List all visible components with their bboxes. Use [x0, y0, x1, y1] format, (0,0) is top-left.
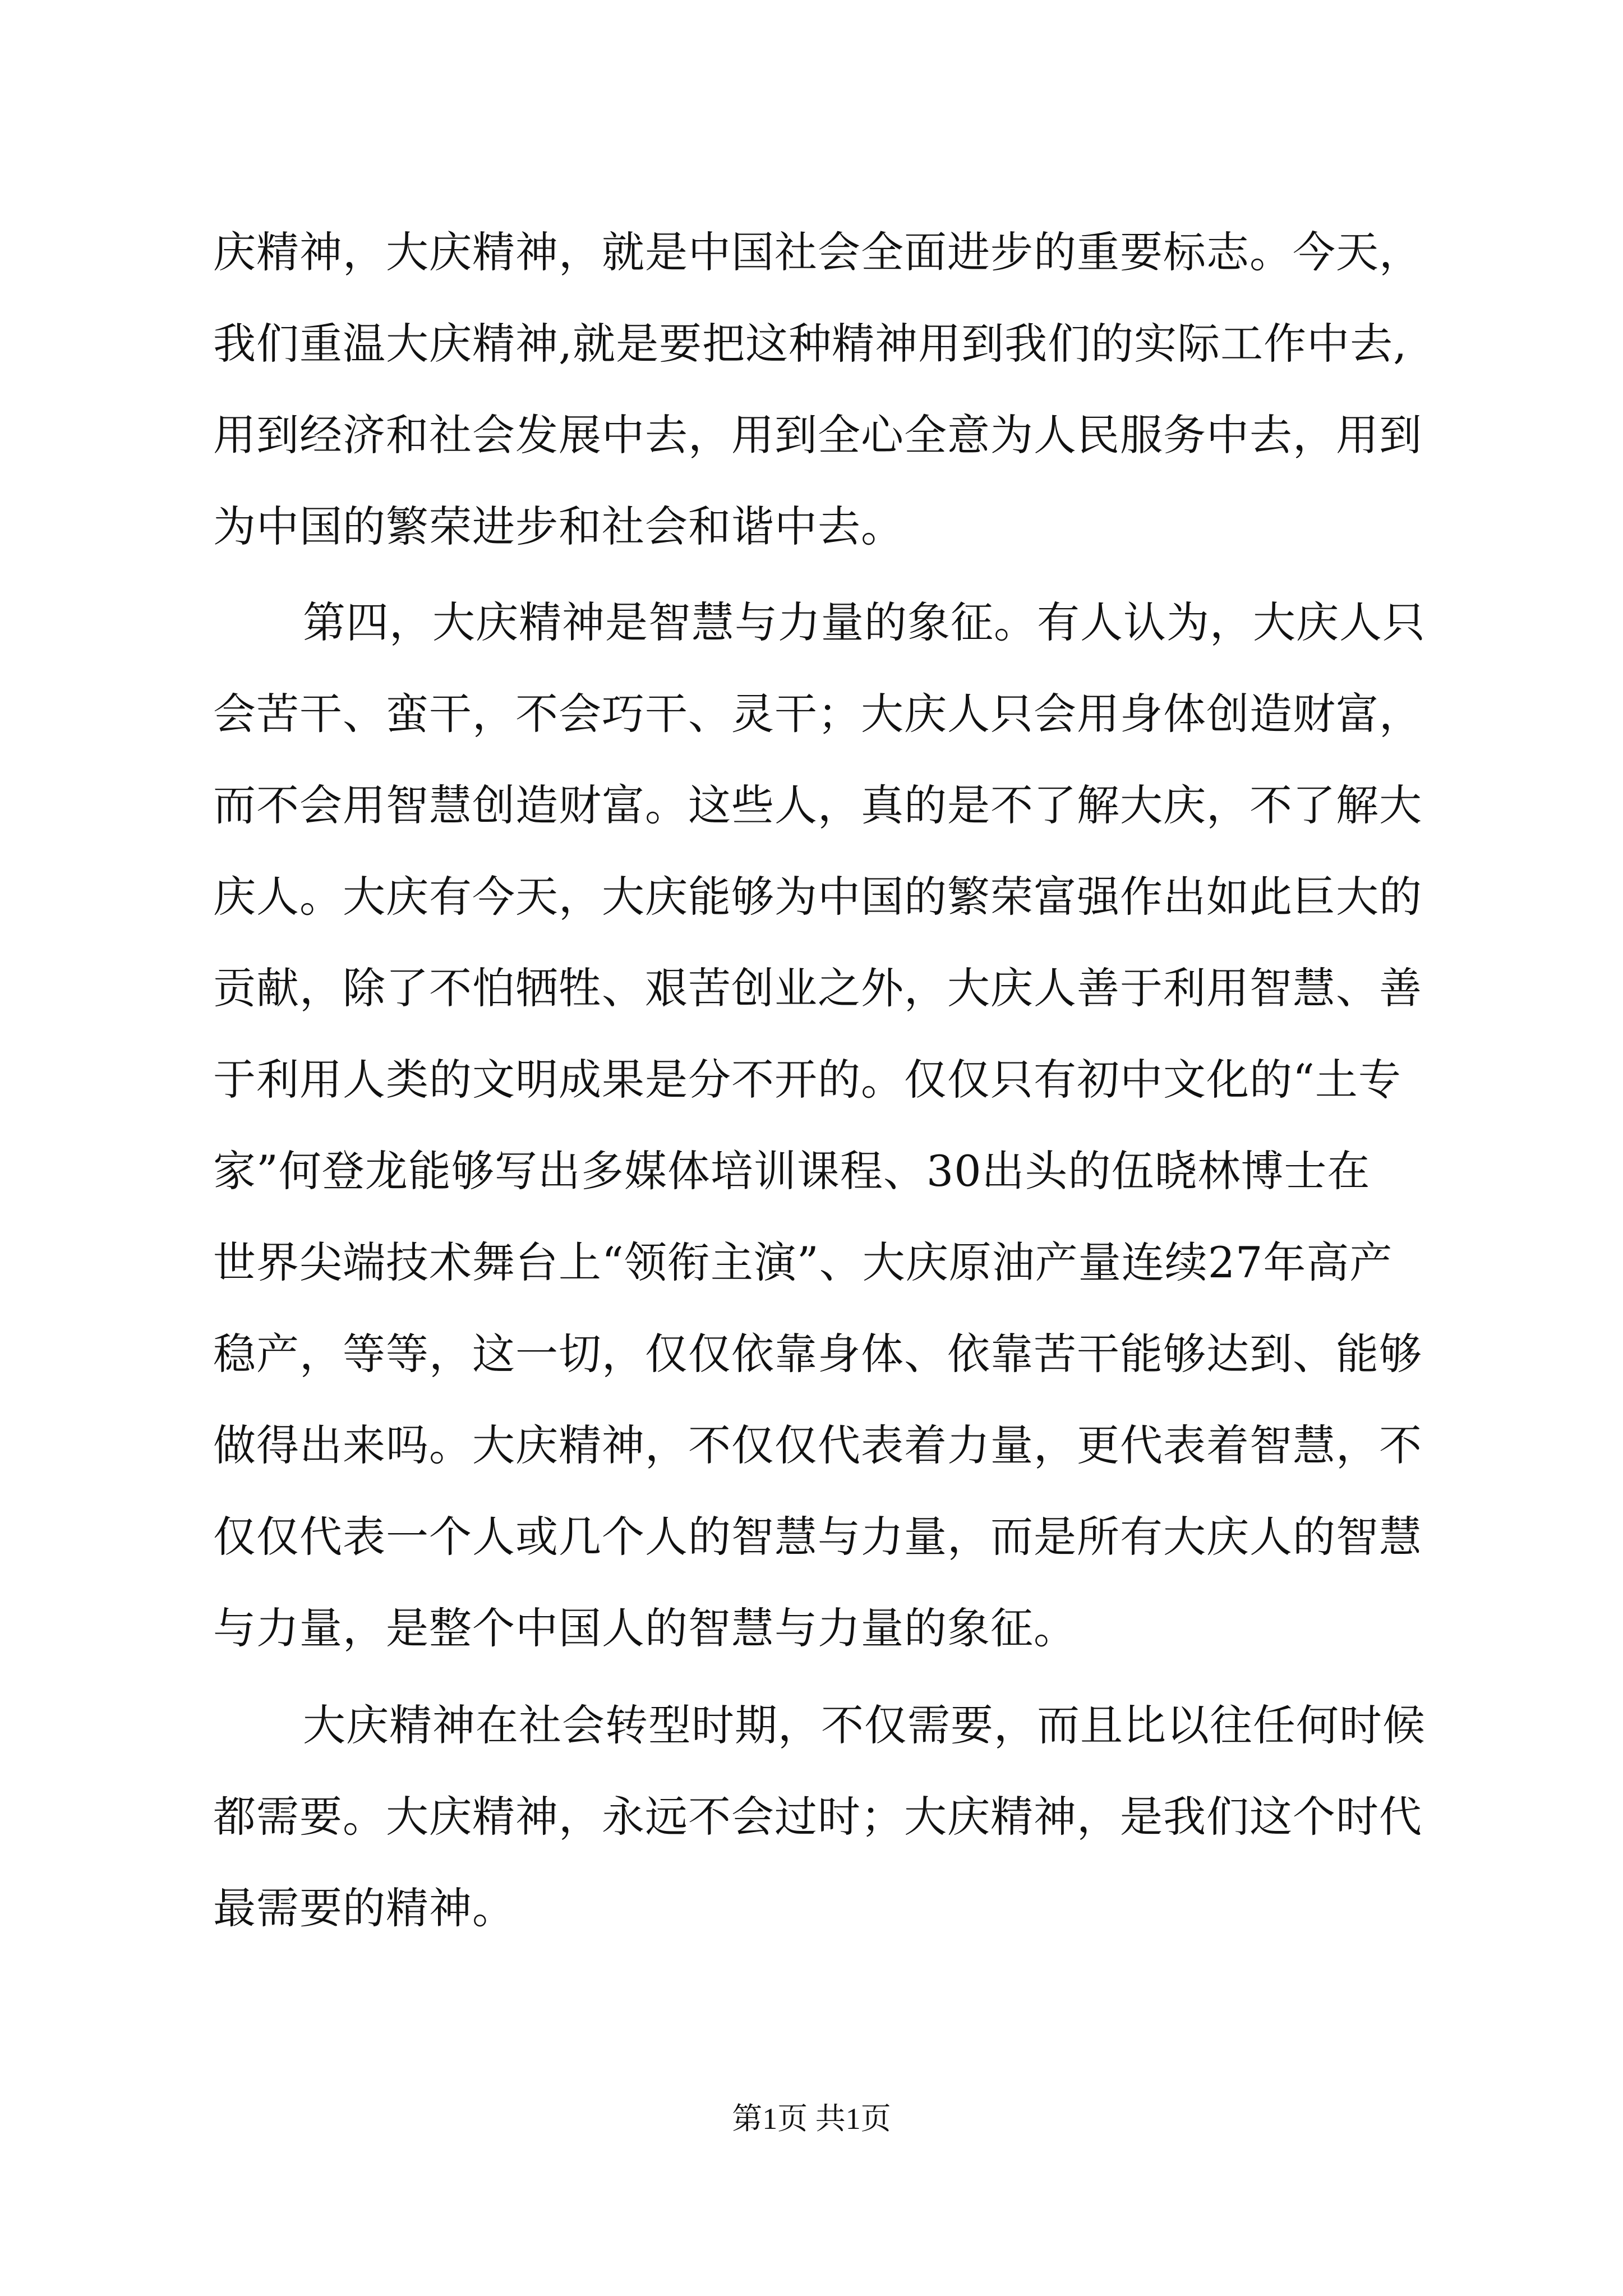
- text-line: 庆人。大庆有今天，大庆能够为中国的繁荣富强作出如此巨大的: [213, 872, 1422, 922]
- text-line: 与力量，是整个中国人的智慧与力量的象征。: [213, 1603, 1077, 1653]
- paragraph-start-line: 第四，大庆精神是智慧与力量的象征。有人认为，大庆人只: [303, 597, 1426, 647]
- text-line: 用到经济和社会发展中去，用到全心全意为人民服务中去，用到: [213, 410, 1422, 460]
- text-line: 贡献，除了不怕牺牲、艰苦创业之外，大庆人善于利用智慧、善: [213, 963, 1422, 1013]
- text-line: 稳产，等等，这一切，仅仅依靠身体、依靠苦干能够达到、能够: [213, 1329, 1422, 1379]
- paragraph-start-line: 大庆精神在社会转型时期，不仅需要，而且比以往任何时候: [303, 1700, 1426, 1750]
- text-line: 庆精神，大庆精神，就是中国社会全面进步的重要标志。今天，: [213, 227, 1422, 277]
- text-line: 最需要的精神。: [213, 1883, 515, 1933]
- text-line: 仅仅代表一个人或几个人的智慧与力量，而是所有大庆人的智慧: [213, 1512, 1422, 1562]
- text-line: 家”何登龙能够写出多媒体培训课程、30出头的伍晓林博士在: [213, 1146, 1371, 1196]
- text-line: 我们重温大庆精神,就是要把这种精神用到我们的实际工作中去,: [213, 319, 1408, 369]
- page-number-footer: 第1页 共1页: [732, 2102, 891, 2136]
- text-line: 会苦干、蛮干，不会巧干、灵干；大庆人只会用身体创造财富，: [213, 689, 1422, 739]
- text-line: 做得出来吗。大庆精神，不仅仅代表着力量，更代表着智慧，不: [213, 1420, 1422, 1470]
- text-line: 为中国的繁荣进步和社会和谐中去。: [213, 501, 904, 551]
- text-line: 而不会用智慧创造财富。这些人，真的是不了解大庆，不了解大: [213, 780, 1422, 830]
- text-line: 世界尖端技术舞台上“领衔主演”、大庆原油产量连续27年高产: [213, 1237, 1393, 1287]
- text-line: 于利用人类的文明成果是分不开的。仅仅只有初中文化的“土专: [213, 1055, 1401, 1105]
- text-line: 都需要。大庆精神，永远不会过时；大庆精神，是我们这个时代: [213, 1792, 1422, 1842]
